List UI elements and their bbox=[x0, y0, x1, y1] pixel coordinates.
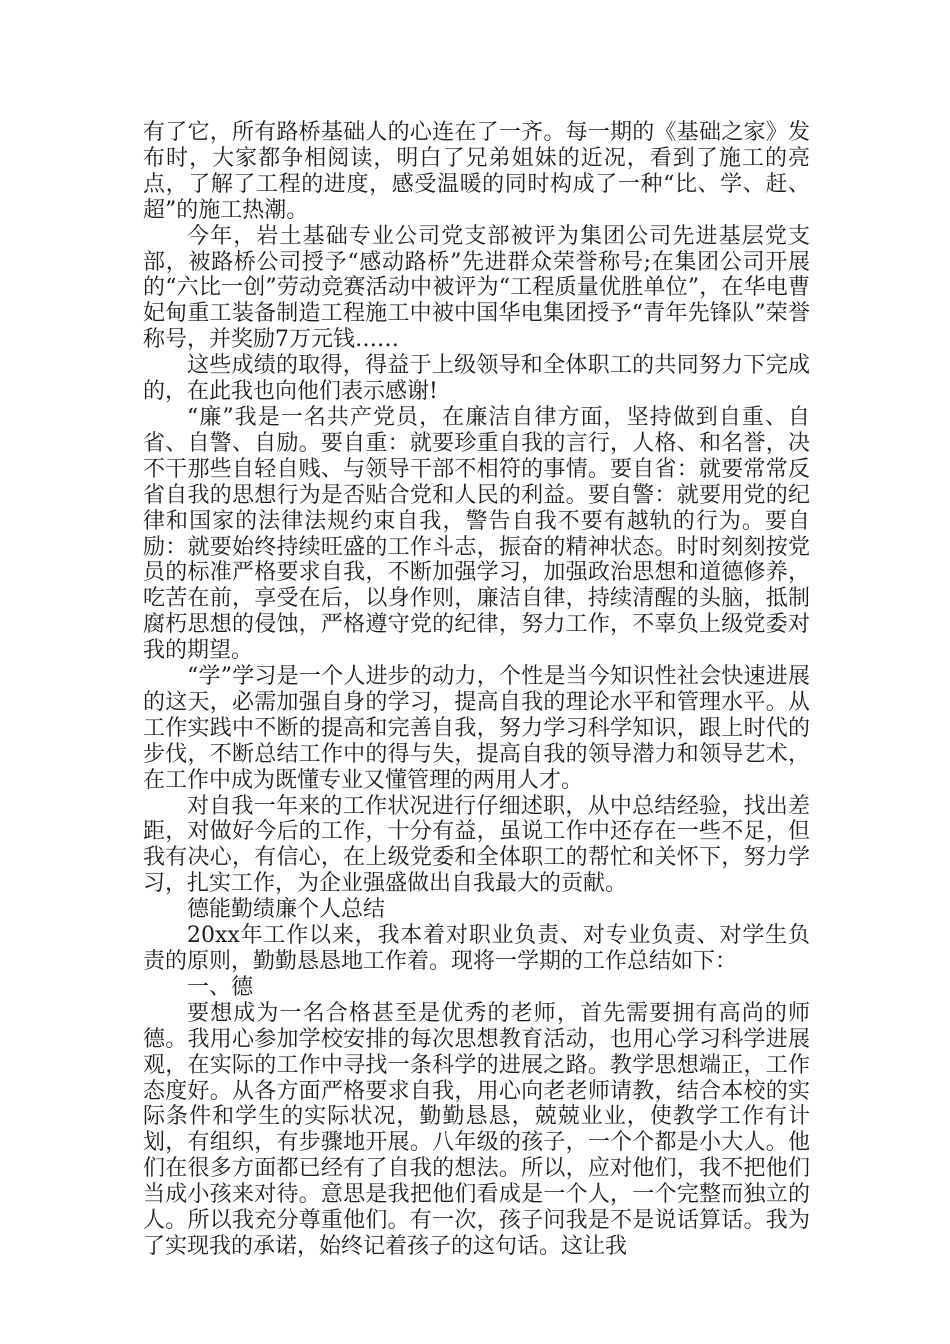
section-heading: 德能勤绩廉个人总结 bbox=[187, 897, 386, 923]
paragraph: “学”学习是一个人进步的动力，个性是当今知识性社会快速进展的这天，必需加强自身的学习，提高自我的理论水平和管理水平。从工作实践中不断的提高和完善自我，努力学习科学知识，跟上时代的步伐，不断总结工作中的得与失，提高自我的领导潜力和领导艺术，在工作中成为既懂专业又懂管理的两用人才。 bbox=[143, 664, 810, 793]
paragraph: 对自我一年来的工作状况进行仔细述职，从中总结经验，找出差距，对做好今后的工作，十分有益，虽说工作中还存在一些不足，但我有决心，有信心，在上级党委和全体职工的帮忙和关怀下，努力学习，扎实工作，为企业强盛做出自我最大的贡献。 bbox=[143, 793, 810, 897]
paragraph: 这些成绩的取得，得益于上级领导和全体职工的共同努力下完成的，在此我也向他们表示感谢! bbox=[143, 353, 810, 405]
document-body bbox=[143, 120, 810, 1260]
paragraph: 20xx年工作以来，我本着对职业负责、对专业负责、对学生负责的原则，勤勤恳恳地工作着。现将一学期的工作总结如下： bbox=[143, 923, 810, 974]
paragraph: 今年，岩土基础专业公司党支部被评为集团公司先进基层党支部，被路桥公司授予“感动路桥”先进群众荣誉称号;在集团公司开展的“六比一创”劳动竞赛活动中被评为“工程质量优胜单位”，在华电曹妃甸重工装备制造工程施工中被中国华电集团授予“青年先锋队”荣誉称号，并奖励7万元钱…… bbox=[143, 223, 810, 353]
section-heading: 一、德 bbox=[187, 974, 254, 1000]
paragraph: “廉”我是一名共产党员，在廉洁自律方面，坚持做到自重、自省、自警、自励。要自重：就要珍重自我的言行，人格、和名誉，决不干那些自轻自贱、与领导干部不相符的事情。要自省：就要常常反省自我的思想行为是否贴合党和人民的利益。要自警：就要用党的纪律和国家的法律法规约束自我，警告自我不要有越轨的行为。要自励：就要始终持续旺盛的工作斗志，振奋的精神状态。时时刻刻按党员的标准严格要求自我，不断加强学习，加强政治思想和道德修养，吃苦在前，享受在后，以身作则，廉洁自律，持续清醒的头脑，抵制腐朽思想的侵蚀，严格遵守党的纪律，努力工作，不辜负上级党委对我的期望。 bbox=[143, 404, 810, 664]
paragraph: 要想成为一名合格甚至是优秀的老师，首先需要拥有高尚的师德。我用心参加学校安排的每次思想教育活动，也用心学习科学进展观，在实际的工作中寻找一条科学的进展之路。教学思想端正，工作态度好。从各方面严格要求自我，用心向老老师请教，结合本校的实际条件和学生的实际状况，勤勤恳恳，兢兢业业，使教学工作有计划，有组织，有步骤地开展。八年级的孩子，一个个都是小大人。他们在很多方面都已经有了自我的想法。所以，应对他们，我不把他们当成小孩来对待。意思是我把他们看成是一个人，一个完整而独立的人。所以我充分尊重他们。有一次，孩子问我是不是说话算话。我为了实现我的承诺，始终记着孩子的这句话。这让我 bbox=[143, 1000, 810, 1259]
paragraph: 有了它，所有路桥基础人的心连在了一齐。每一期的《基础之家》发布时，大家都争相阅读，明白了兄弟姐妹的近况，看到了施工的亮点，了解了工程的进度，感受温暖的同时构成了一种“比、学、赶、超”的施工热潮。 bbox=[143, 120, 810, 223]
